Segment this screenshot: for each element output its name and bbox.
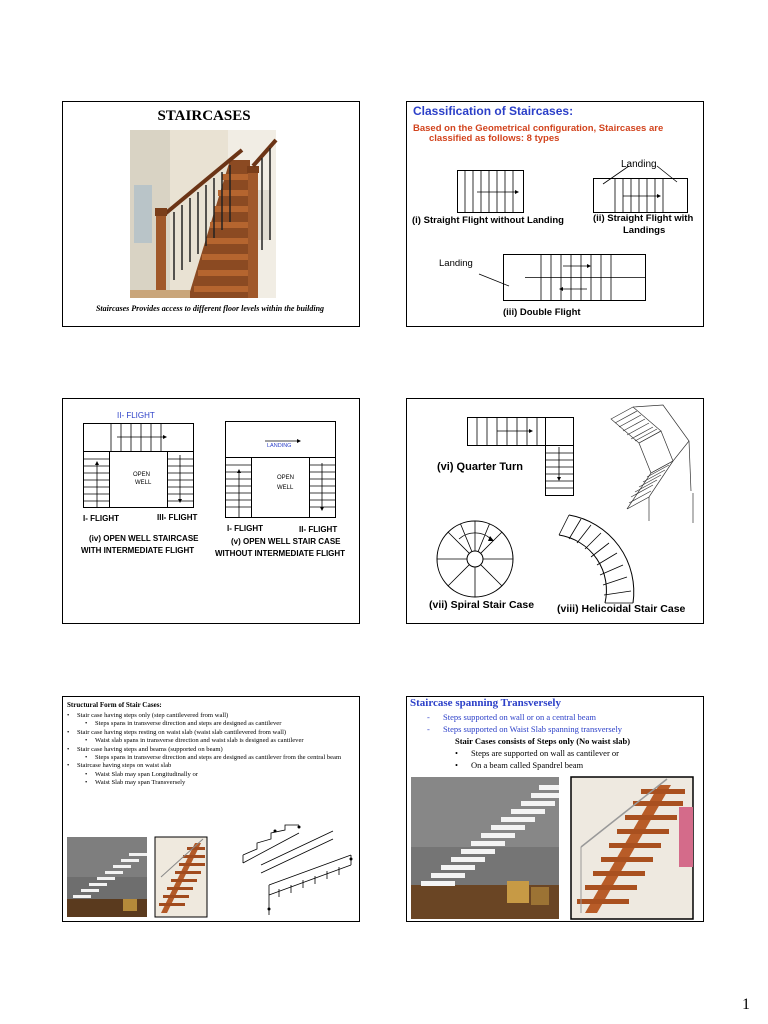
open-well-intermediate-diagram xyxy=(83,423,195,509)
landing-label-1: Landing xyxy=(621,159,657,170)
bullet-icon: • xyxy=(67,762,70,770)
slide-classification xyxy=(406,101,704,327)
list-item xyxy=(67,746,355,754)
list-item xyxy=(67,754,355,762)
bullet-icon: • xyxy=(85,754,88,762)
caption-vii: (vii) Spiral Stair Case xyxy=(429,599,535,611)
caption-viii: (viii) Helicoidal Stair Case xyxy=(557,603,686,615)
list-item-text: Steps spans in transverse direction and steps are designed as cantilever from the central beam xyxy=(95,754,342,762)
label-iii-flight: III- FLIGHT xyxy=(157,513,198,522)
straight-flight-landing-diagram xyxy=(593,170,689,214)
subtitle-line-2: classified as follows: 8 types xyxy=(429,133,560,144)
bullet-icon: • xyxy=(67,728,70,736)
list-item xyxy=(455,747,619,759)
label-open-well-1a: OPEN xyxy=(133,472,151,478)
slide-open-well xyxy=(62,398,360,624)
list-item-text: Steps are supported on wall as cantilever or xyxy=(471,748,619,758)
label-open-well-2b: WELL xyxy=(277,485,294,491)
spiral-stair-diagram xyxy=(435,519,515,599)
list-item-text: Waist slab spans in transverse direction and waist slab is designed as cantilever xyxy=(95,737,304,745)
waist-slab-sketches xyxy=(239,825,357,921)
straight-flight-diagram xyxy=(457,170,525,214)
bullet-icon: - xyxy=(427,723,430,734)
label-open-well-1b: WELL xyxy=(135,480,152,486)
support-types-list xyxy=(427,712,622,735)
list-item-text: On a beam called Spandrel beam xyxy=(471,760,584,770)
slide-title: Classification of Staircases: xyxy=(413,104,574,118)
bullet-icon: • xyxy=(85,779,88,787)
list-item xyxy=(67,720,355,728)
slide-title: STAIRCASES xyxy=(157,108,251,124)
list-item xyxy=(67,712,355,720)
list-item xyxy=(67,762,355,770)
label-i-flight-2: I- FLIGHT xyxy=(227,524,263,533)
cantilever-stair-photo-2 xyxy=(411,777,559,919)
caption-ii-line-1: (ii) Straight Flight with xyxy=(593,213,694,224)
label-landing: LANDING xyxy=(267,443,292,449)
list-item xyxy=(427,724,622,736)
landing-label-2: Landing xyxy=(439,258,473,269)
caption-i: (i) Straight Flight without Landing xyxy=(412,215,564,226)
slide-title: Staircase spanning Transversely xyxy=(410,697,561,709)
list-item xyxy=(67,737,355,745)
caption-ii-line-2: Landings xyxy=(623,225,666,236)
bullet-icon: • xyxy=(67,712,70,719)
list-item-text: Steps supported on wall or on a central beam xyxy=(443,712,596,722)
list-item xyxy=(427,712,622,724)
label-open-well-2a: OPEN xyxy=(277,475,295,481)
bullet-icon: • xyxy=(85,770,88,778)
label-ii-flight: II- FLIGHT xyxy=(117,411,155,420)
bullet-icon: • xyxy=(455,760,458,770)
caption-iv-line-1: (iv) OPEN WELL STAIRCASE xyxy=(89,534,199,543)
list-item-text: Stair case having steps only (step cantilevered from wall) xyxy=(77,712,229,719)
quarter-turn-diagram xyxy=(467,417,575,497)
open-well-no-intermediate-diagram xyxy=(225,421,337,519)
list-item xyxy=(67,771,355,779)
list-item-text: Steps supported on Waist Slab spanning transversely xyxy=(443,723,623,734)
list-item-text: Staircase having steps on waist slab xyxy=(77,762,172,770)
list-item-text: Stair case having steps and beams (supported on beam) xyxy=(77,745,223,753)
list-item xyxy=(455,759,619,771)
list-item-text: Stair case having steps resting on waist slab (waist slab cantilevered from wall) xyxy=(77,728,287,736)
slide-caption: Staircases Provides access to different floor levels within the building xyxy=(95,304,325,313)
caption-vi: (vi) Quarter Turn xyxy=(437,461,523,473)
list-item-text: Waist Slab may span Transversely xyxy=(95,779,186,787)
dogleg-3d-sketch xyxy=(603,401,703,531)
slide-spanning-transversely xyxy=(406,696,704,922)
spandrel-stair-photo-1 xyxy=(155,837,207,917)
list-item-text: Waist Slab may span Longitudinally or xyxy=(95,770,198,778)
bullet-icon: • xyxy=(455,748,458,758)
bullet-icon: • xyxy=(85,720,88,728)
double-flight-diagram xyxy=(503,254,647,302)
caption-iii: (iii) Double Flight xyxy=(503,307,581,318)
bullet-icon: - xyxy=(427,712,430,722)
label-i-flight-1: I- FLIGHT xyxy=(83,514,119,523)
helicoidal-stair-diagram xyxy=(557,513,637,605)
caption-iv-line-2: WITH INTERMEDIATE FLIGHT xyxy=(81,546,195,555)
slide-structural-form xyxy=(62,696,360,922)
label-ii-flight-2: II- FLIGHT xyxy=(299,525,338,534)
list-item xyxy=(67,729,355,737)
list-item-text: Steps spans in transverse direction and steps are designed as cantilever xyxy=(95,720,282,728)
page-number: 1 xyxy=(742,996,750,1013)
caption-v-line-2: WITHOUT INTERMEDIATE FLIGHT xyxy=(215,549,346,558)
cantilever-stair-photo-1 xyxy=(67,837,147,917)
slide-special-stairs xyxy=(406,398,704,624)
slide-title: Structural Form of Stair Cases: xyxy=(67,701,162,709)
structural-form-list xyxy=(67,712,355,788)
subheading: Stair Cases consists of Steps only (No waist slab) xyxy=(455,736,631,746)
slide-staircases xyxy=(62,101,360,327)
bullet-icon: • xyxy=(85,737,88,745)
bullet-icon: • xyxy=(67,745,70,753)
caption-v-line-1: (v) OPEN WELL STAIR CASE xyxy=(231,537,341,546)
staircase-photo xyxy=(130,130,276,298)
steps-support-list xyxy=(455,747,619,771)
subtitle-line-1: Based on the Geometrical configuration, Staircases are xyxy=(413,123,664,134)
spandrel-stair-photo-2 xyxy=(571,777,693,919)
list-item xyxy=(67,779,355,787)
